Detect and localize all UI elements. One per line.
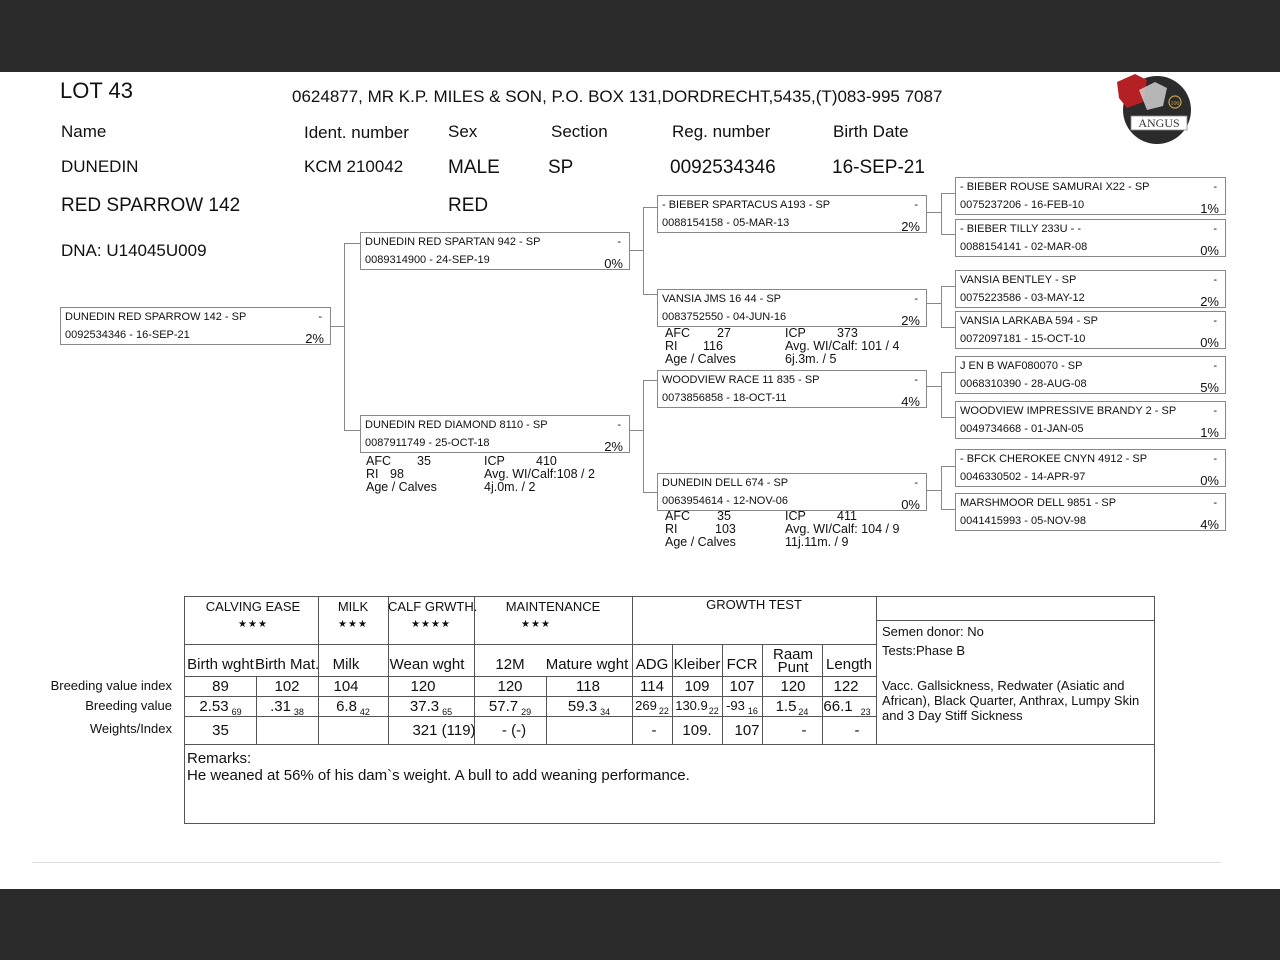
pedigree-pct: 1% xyxy=(1200,201,1219,216)
bv-value: 269 xyxy=(635,698,657,713)
pedigree-pct: 0% xyxy=(1200,473,1219,488)
pedigree-dash: - xyxy=(1213,497,1217,509)
connector xyxy=(941,417,955,418)
connector xyxy=(344,243,360,244)
stat-label: Age / Calves xyxy=(665,352,736,366)
stat-label: ICP xyxy=(785,326,806,340)
semen-donor: Semen donor: No xyxy=(882,624,984,639)
col-header: Length xyxy=(826,656,872,673)
pedigree-name: VANSIA BENTLEY - SP xyxy=(960,274,1077,286)
weights-cell: - (-) xyxy=(501,722,527,739)
pedigree-dam xyxy=(360,415,630,453)
pedigree-name: VANSIA LARKABA 594 - SP xyxy=(960,315,1098,327)
pedigree-dash: - xyxy=(914,374,918,386)
pedigree-pct: 2% xyxy=(604,439,623,454)
pedigree-reg: 0089314900 - 24-SEP-19 xyxy=(365,254,490,266)
logo-text: ANGUS xyxy=(1138,116,1180,130)
col-header: Birth Mat. xyxy=(255,656,320,673)
bvi-cell: 109 xyxy=(684,678,710,695)
bv-value: 6.8 xyxy=(336,698,357,715)
pedigree-reg: 0046330502 - 14-APR-97 xyxy=(960,471,1086,483)
top-bar xyxy=(0,0,1280,72)
pedigree-sss xyxy=(955,177,1226,215)
col-header: Milk xyxy=(332,656,360,673)
angus-logo xyxy=(1113,72,1193,144)
bv-cell xyxy=(256,698,318,717)
stat-value: 35 xyxy=(717,509,731,523)
connector xyxy=(643,380,657,381)
stat-value: 410 xyxy=(536,454,557,468)
col-header: ADG xyxy=(635,656,669,673)
pedigree-pct: 2% xyxy=(901,219,920,234)
connector xyxy=(941,286,955,287)
pedigree-dash: - xyxy=(914,477,918,489)
stat-label: RI xyxy=(665,522,678,536)
label-name: Name xyxy=(61,122,107,141)
stat-value: 6j.3m. / 5 xyxy=(785,352,837,366)
bv-accuracy: 22 xyxy=(708,706,719,716)
stars-maintenance: ★★★ xyxy=(521,619,551,630)
pedigree-name: VANSIA JMS 16 44 - SP xyxy=(662,293,782,305)
pedigree-pct: 2% xyxy=(305,331,324,346)
pedigree-reg: 0088154158 - 05-MAR-13 xyxy=(662,217,790,229)
group-growth-test: GROWTH TEST xyxy=(706,597,802,612)
stat-value: 411 xyxy=(837,509,857,523)
stat-label: AFC xyxy=(366,454,391,468)
pedigree-pct: 4% xyxy=(1200,517,1219,532)
bv-cell xyxy=(474,698,546,717)
pedigree-sire-sire xyxy=(657,195,927,233)
bv-cell xyxy=(818,698,876,717)
stat-value: 35 xyxy=(417,454,431,468)
bv-accuracy: 16 xyxy=(747,706,758,716)
stat-label: Age / Calves xyxy=(366,480,437,494)
connector xyxy=(329,326,345,327)
stat-value: 4j.0m. / 2 xyxy=(484,480,536,494)
connector xyxy=(941,193,942,235)
pedigree-sds xyxy=(955,270,1226,308)
connector xyxy=(941,509,955,510)
tests: Tests:Phase B xyxy=(882,643,966,658)
bvi-cell: 114 xyxy=(640,678,664,695)
connector xyxy=(643,380,644,493)
stats-sire-dam xyxy=(665,327,925,369)
weights-cell: 107 xyxy=(734,722,760,739)
label-ident: Ident. number xyxy=(304,123,409,142)
bv-value: .31 xyxy=(270,698,291,715)
animal-name-2: RED SPARROW 142 xyxy=(61,195,241,216)
row-label-weights: Weights/Index xyxy=(89,721,172,736)
animal-dna: DNA: U14045U009 xyxy=(61,241,207,260)
stat-value: Avg. WI/Calf: 104 / 9 xyxy=(785,522,900,536)
stat-label: RI xyxy=(665,339,678,353)
bvi-cell: 120 xyxy=(497,678,523,695)
bv-value: 2.53 xyxy=(199,698,229,715)
bvi-cell: 118 xyxy=(576,678,600,695)
pedigree-sire-dam xyxy=(657,289,927,327)
bv-value: 1.5 xyxy=(775,698,797,715)
col-header: Kleiber xyxy=(673,656,721,673)
connector xyxy=(926,212,942,213)
stat-value: 11j.11m. / 9 xyxy=(785,535,849,549)
bv-cell xyxy=(185,698,256,717)
connector xyxy=(628,430,644,431)
pedigree-name: - BIEBER TILLY 233U - - xyxy=(960,223,1082,235)
pedigree-dash: - xyxy=(914,199,918,211)
connector xyxy=(941,327,955,328)
pedigree-reg: 0049734668 - 01-JAN-05 xyxy=(960,423,1084,435)
pedigree-dash: - xyxy=(1213,181,1217,193)
pedigree-dam-sire xyxy=(657,370,927,408)
pedigree-reg: 0088154141 - 02-MAR-08 xyxy=(960,241,1088,253)
pedigree-subject xyxy=(60,307,331,345)
footer-divider xyxy=(32,862,1221,863)
pedigree-reg: 0092534346 - 16-SEP-21 xyxy=(65,329,190,341)
pedigree-sire xyxy=(360,232,630,270)
stats-dam xyxy=(366,455,626,497)
bvi-cell: 120 xyxy=(410,678,436,695)
pedigree-pct: 0% xyxy=(1200,243,1219,258)
group-milk: MILK xyxy=(337,599,369,614)
stat-label: ICP xyxy=(785,509,806,523)
table-rule xyxy=(184,676,876,677)
row-label-bvi: Breeding value index xyxy=(50,678,172,693)
weights-cell: 321 (119) xyxy=(412,722,476,739)
col-header: Raam Punt xyxy=(772,646,813,676)
pedigree-dsd xyxy=(955,401,1226,439)
weights-cell: - xyxy=(651,722,657,739)
pedigree-ssd xyxy=(955,219,1226,257)
bvi-cell: 120 xyxy=(780,678,806,695)
connector xyxy=(941,372,942,418)
pedigree-name: MARSHMOOR DELL 9851 - SP xyxy=(960,497,1117,509)
pedigree-dash: - xyxy=(1213,405,1217,417)
stat-value: Avg. WI/Calf:108 / 2 xyxy=(484,467,595,481)
pedigree-name: DUNEDIN RED DIAMOND 8110 - SP xyxy=(365,419,548,431)
pedigree-pct: 0% xyxy=(604,256,623,271)
label-sex: Sex xyxy=(448,122,478,141)
pedigree-reg: 0075223586 - 03-MAY-12 xyxy=(960,292,1085,304)
animal-section: SP xyxy=(548,157,574,178)
stat-value: 27 xyxy=(717,326,731,340)
connector xyxy=(926,490,942,491)
pedigree-pct: 2% xyxy=(1200,294,1219,309)
pedigree-dash: - xyxy=(1213,315,1217,327)
weights-cell: 109. xyxy=(682,722,712,739)
bv-cell xyxy=(722,698,762,716)
bv-cell xyxy=(318,698,388,717)
pedigree-reg: 0041415993 - 05-NOV-98 xyxy=(960,515,1086,527)
bv-accuracy: 22 xyxy=(658,706,669,716)
animal-sex: MALE xyxy=(448,157,500,178)
pedigree-reg: 0083752550 - 04-JUN-16 xyxy=(662,311,787,323)
pedigree-dam-dam xyxy=(657,473,927,511)
group-calf-growth: CALF GRWTH. xyxy=(388,599,478,614)
stats-dam-dam xyxy=(665,510,925,552)
stat-value: 116 xyxy=(703,339,723,353)
group-maintenance: MAINTENANCE xyxy=(505,599,601,614)
bv-value: 66.1 xyxy=(823,698,853,715)
pedigree-dash: - xyxy=(1213,274,1217,286)
pedigree-pct: 0% xyxy=(1200,335,1219,350)
animal-colour: RED xyxy=(448,195,489,216)
pedigree-reg: 0068310390 - 28-AUG-08 xyxy=(960,378,1087,390)
stat-value: 103 xyxy=(715,522,736,536)
connector xyxy=(941,193,955,194)
pedigree-ddd xyxy=(955,493,1226,531)
connector xyxy=(941,466,942,510)
pedigree-sdd xyxy=(955,311,1226,349)
pedigree-name: - BIEBER ROUSE SAMURAI X22 - SP xyxy=(960,181,1150,193)
bottom-bar xyxy=(0,889,1280,960)
pedigree-dash: - xyxy=(318,311,322,323)
stat-label: AFC xyxy=(665,509,690,523)
pedigree-pct: 1% xyxy=(1200,425,1219,440)
bv-accuracy: 38 xyxy=(293,707,304,717)
stat-label: RI xyxy=(366,467,379,481)
pedigree-dash: - xyxy=(1213,223,1217,235)
pedigree-name: J EN B WAF080070 - SP xyxy=(960,360,1083,372)
label-reg: Reg. number xyxy=(672,122,771,141)
connector xyxy=(926,303,942,304)
col-header: Mature wght xyxy=(545,656,629,673)
connector xyxy=(926,386,942,387)
connector xyxy=(344,243,345,431)
pedigree-pct: 5% xyxy=(1200,380,1219,395)
bvi-cell: 102 xyxy=(274,678,300,695)
bv-accuracy: 42 xyxy=(359,707,370,717)
pedigree-reg: 0075237206 - 16-FEB-10 xyxy=(960,199,1085,211)
animal-ident: KCM 210042 xyxy=(304,157,404,176)
remarks-text: He weaned at 56% of his dam`s weight. A bull to add weaning performance. xyxy=(187,767,690,784)
logo-badge: 100 xyxy=(1170,101,1180,107)
bvi-cell: 89 xyxy=(212,678,229,695)
lot-number: LOT 43 xyxy=(60,78,133,103)
connector xyxy=(941,234,955,235)
connector xyxy=(941,466,955,467)
pedigree-name: DUNEDIN RED SPARTAN 942 - SP xyxy=(365,236,541,248)
stars-calving: ★★★ xyxy=(238,619,268,630)
connector xyxy=(643,294,657,295)
stat-label: ICP xyxy=(484,454,505,468)
pedigree-name: DUNEDIN RED SPARROW 142 - SP xyxy=(65,311,247,323)
pedigree-reg: 0087911749 - 25-OCT-18 xyxy=(365,437,490,449)
bv-value: 57.7 xyxy=(488,698,519,715)
pedigree-dash: - xyxy=(914,293,918,305)
bv-accuracy: 24 xyxy=(798,707,809,717)
pedigree-dash: - xyxy=(1213,453,1217,465)
pedigree-name: - BFCK CHEROKEE CNYN 4912 - SP xyxy=(960,453,1148,465)
bv-cell xyxy=(632,698,672,716)
pedigree-name: - BIEBER SPARTACUS A193 - SP xyxy=(662,199,831,211)
row-label-bv: Breeding value xyxy=(85,698,172,713)
pedigree-pct: 2% xyxy=(901,313,920,328)
animal-name-1: DUNEDIN xyxy=(61,157,139,176)
table-rule xyxy=(184,644,876,645)
col-header: Wean wght xyxy=(389,656,465,673)
weights-cell: - xyxy=(854,722,860,739)
bv-accuracy: 29 xyxy=(521,707,532,717)
label-birth: Birth Date xyxy=(833,122,909,141)
connector xyxy=(628,250,644,251)
bvi-cell: 104 xyxy=(333,678,359,695)
bv-accuracy: 34 xyxy=(600,707,611,717)
table-rule xyxy=(184,696,876,697)
stat-label: Age / Calves xyxy=(665,535,736,549)
pedigree-reg: 0072097181 - 15-OCT-10 xyxy=(960,333,1086,345)
stars-calf-growth: ★★★★ xyxy=(411,619,451,630)
owner-details: 0624877, MR K.P. MILES & SON, P.O. BOX 131,DORDRECHT,5435,(T)083-995 7087 xyxy=(292,87,943,106)
pedigree-name: WOODVIEW IMPRESSIVE BRANDY 2 - SP xyxy=(960,405,1177,417)
weights-cell: - xyxy=(801,722,807,739)
group-calving-ease: CALVING EASE xyxy=(205,599,301,614)
bv-cell xyxy=(762,698,822,717)
stat-label: AFC xyxy=(665,326,690,340)
weights-cell: 35 xyxy=(212,722,229,739)
pedigree-dash: - xyxy=(617,236,621,248)
pedigree-pct: 4% xyxy=(901,394,920,409)
bvi-cell: 122 xyxy=(833,678,859,695)
stat-value: 98 xyxy=(390,467,404,481)
pedigree-reg: 0073856858 - 18-OCT-11 xyxy=(662,392,787,404)
connector xyxy=(643,207,657,208)
pedigree-name: DUNEDIN DELL 674 - SP xyxy=(662,477,789,489)
vaccinations: Vacc. Gallsickness, Redwater (Asiatic and African), Black Quarter, Anthrax, Lumpy Skin and 3 Day Stiff Sickness xyxy=(882,678,1140,723)
bv-value: 59.3 xyxy=(567,698,598,715)
stat-value: Avg. WI/Calf: 101 / 4 xyxy=(785,339,900,353)
stars-milk: ★★★ xyxy=(338,619,368,630)
pedigree-dds xyxy=(955,449,1226,487)
bv-accuracy: 23 xyxy=(860,707,871,717)
pedigree-dss xyxy=(955,356,1226,394)
remarks-label: Remarks: xyxy=(187,750,252,767)
bv-accuracy: 65 xyxy=(442,707,453,717)
connector xyxy=(941,372,955,373)
pedigree-pct: 0% xyxy=(901,497,920,512)
animal-birth: 16-SEP-21 xyxy=(832,157,925,178)
col-header: 12M xyxy=(495,656,525,673)
pedigree-dash: - xyxy=(1213,360,1217,372)
bv-value: -93 xyxy=(726,698,745,713)
table-rule xyxy=(184,744,1154,745)
bv-cell xyxy=(388,698,474,717)
connector xyxy=(643,207,644,295)
stat-value: 373 xyxy=(837,326,858,340)
col-header: Birth wght xyxy=(187,656,254,673)
label-section: Section xyxy=(551,122,608,141)
bvi-cell: 107 xyxy=(729,678,755,695)
pedigree-dash: - xyxy=(617,419,621,431)
connector xyxy=(643,492,657,493)
bv-cell xyxy=(672,698,722,716)
pedigree-reg: 0063954614 - 12-NOV-06 xyxy=(662,495,788,507)
table-rule xyxy=(876,620,1154,621)
animal-reg: 0092534346 xyxy=(670,157,776,178)
connector xyxy=(344,430,360,431)
col-header: FCR xyxy=(726,656,758,673)
bv-cell xyxy=(546,698,632,717)
pedigree-name: WOODVIEW RACE 11 835 - SP xyxy=(662,374,820,386)
connector xyxy=(941,286,942,328)
bv-value: 37.3 xyxy=(409,698,440,715)
bv-value: 130.9 xyxy=(675,698,708,713)
bv-accuracy: 69 xyxy=(231,707,242,717)
